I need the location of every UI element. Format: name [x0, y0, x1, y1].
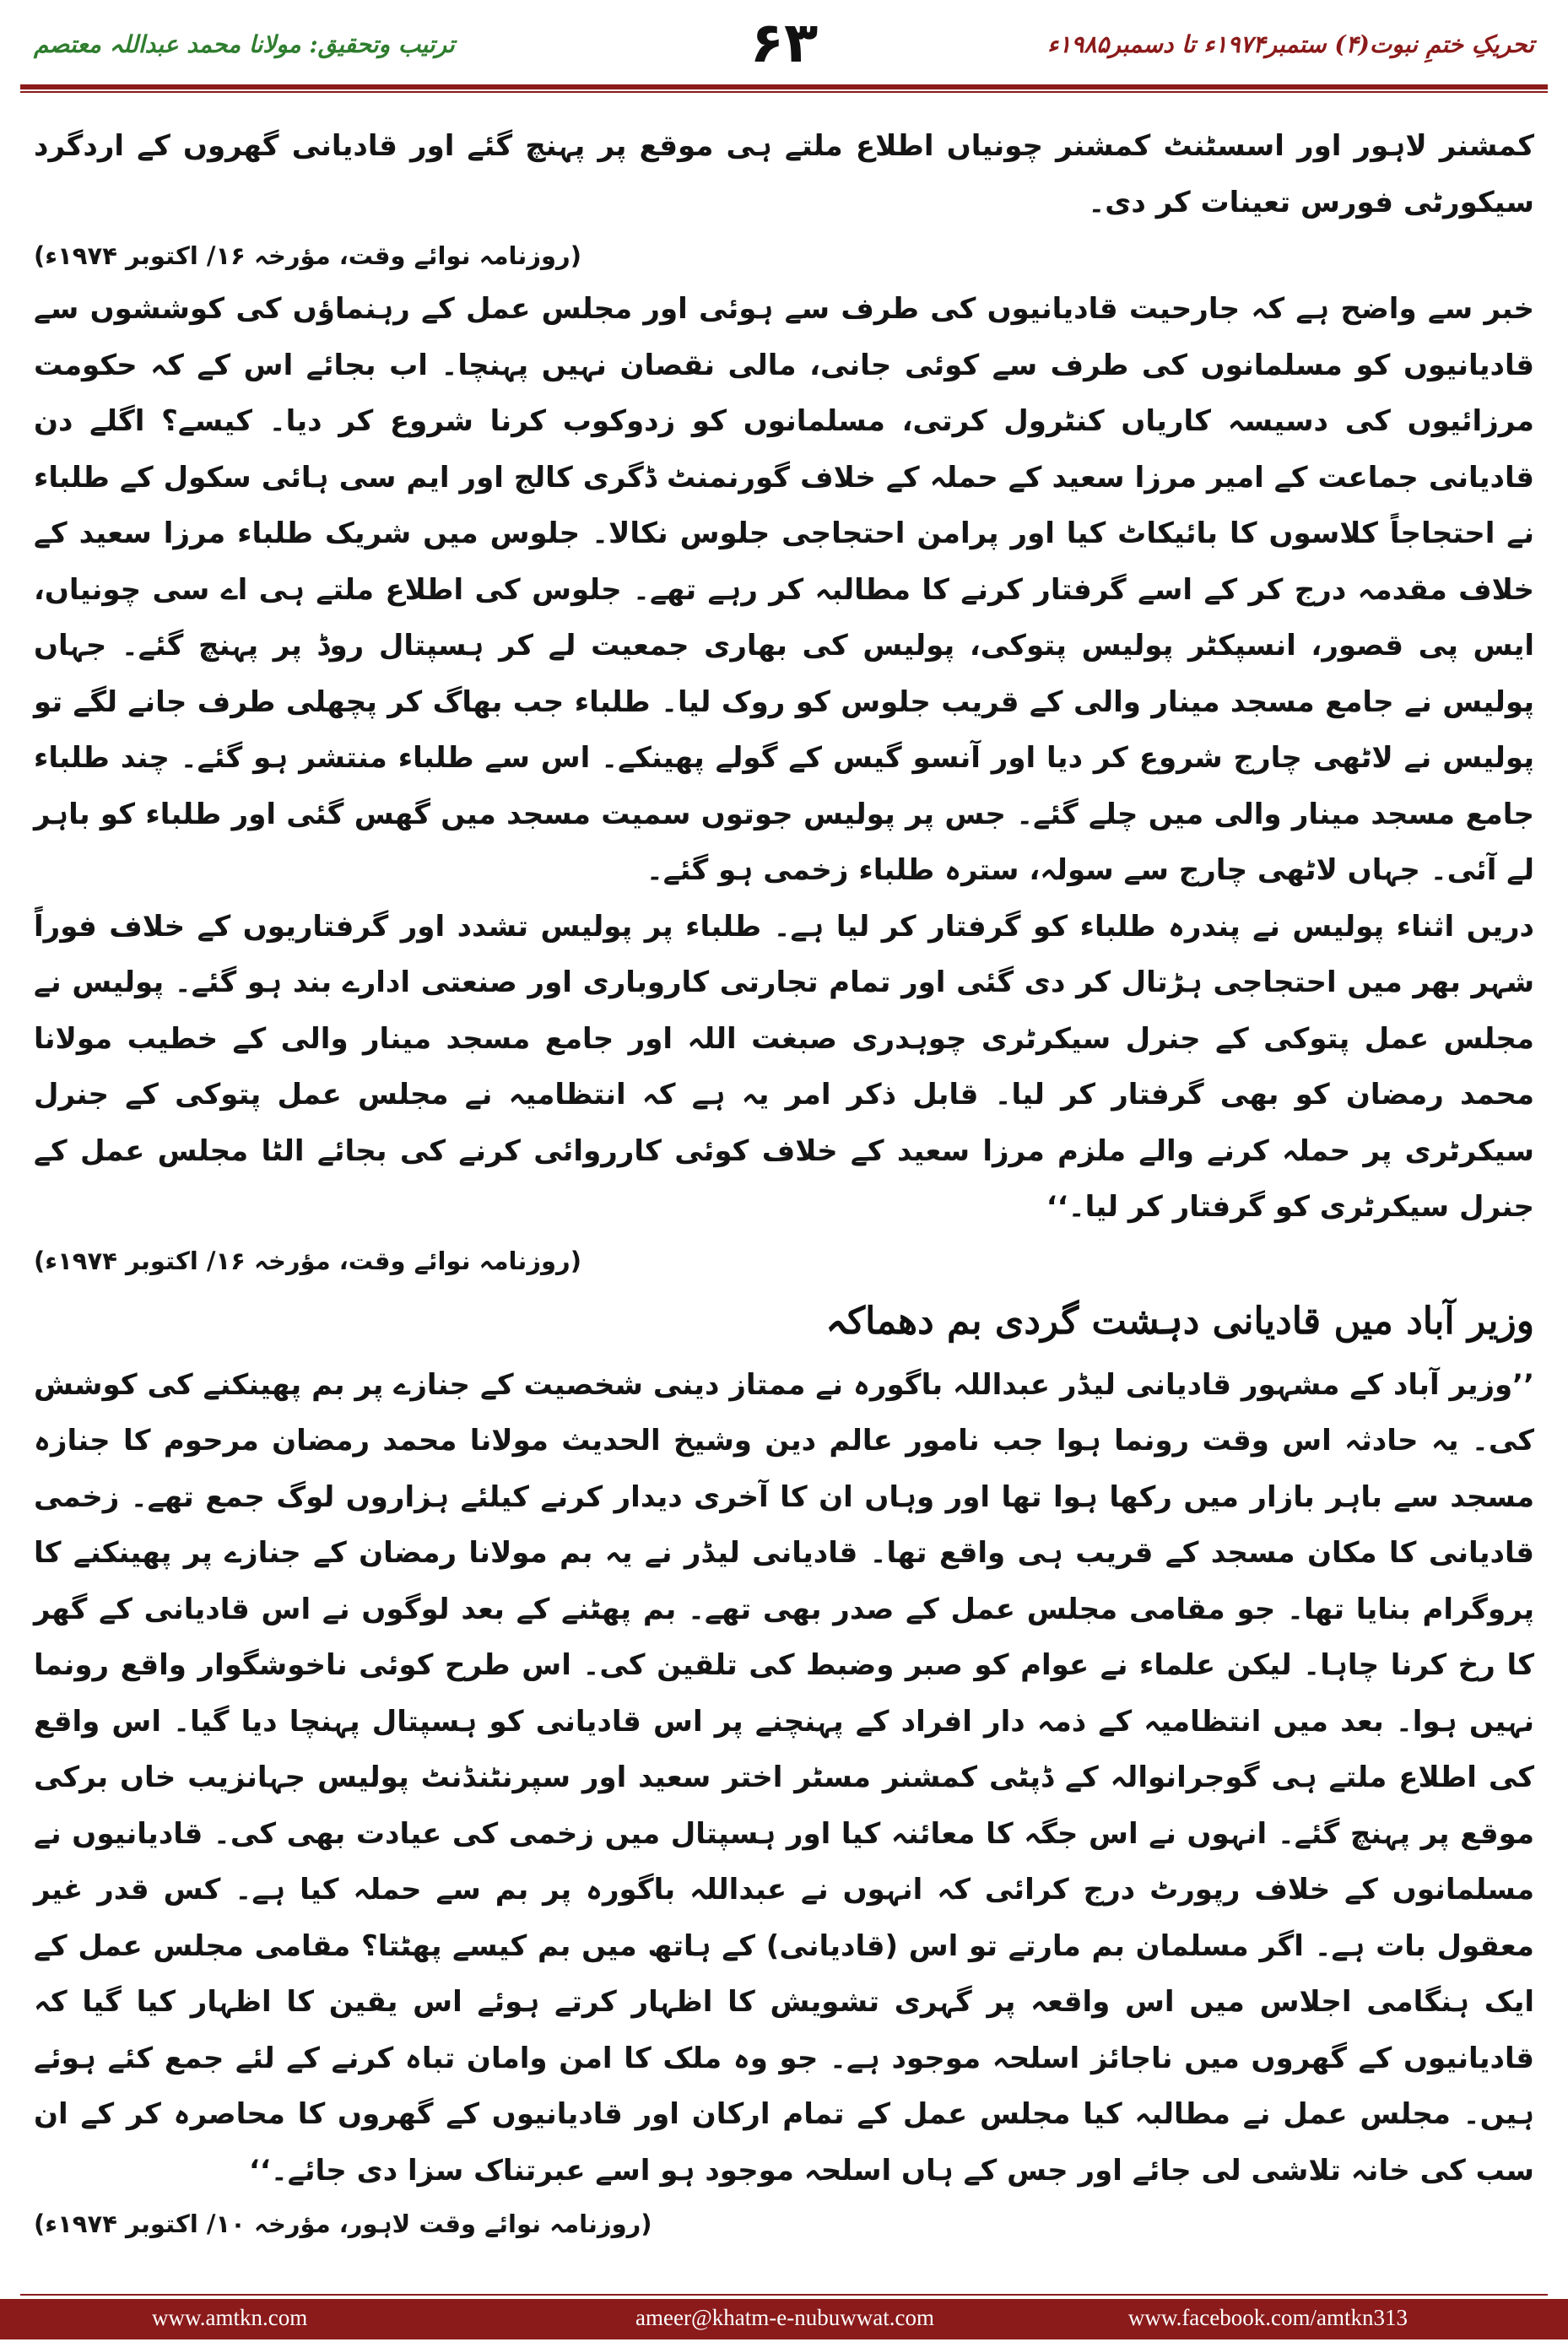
page-header: [0, 0, 1568, 93]
header-rule: [20, 84, 1548, 89]
website-link[interactable]: www.amtkn.com: [152, 2305, 308, 2330]
book-title: تحریکِ ختمِ نبوت(۴) ستمبر۱۹۷۴ء تا دسمبر۱۹۸۵ء: [1047, 30, 1534, 58]
paragraph-1: کمشنر لاہور اور اسسٹنٹ کمشنر چونیاں اطلاع ملتے ہی موقع پر پہنچ گئے اور قادیانی گھروں کے اردگرد سیکورٹی فورس تعینات کر دی۔: [34, 129, 1534, 219]
page-footer: [0, 2299, 1568, 2339]
email-link[interactable]: ameer@khatm-e-nubuwwat.com: [635, 2305, 934, 2330]
page-number: ۶۳: [749, 10, 819, 75]
facebook-link[interactable]: www.facebook.com/amtkn313: [1127, 2305, 1408, 2330]
section-heading: وزیر آباد میں قادیانی دہشت گردی بم دھماکہ: [825, 1299, 1534, 1343]
citation-2: (روزنامہ نوائے وقت، مؤرخہ ۱۶/ اکتوبر ۱۹۷۴ء): [34, 1246, 581, 1275]
paragraph-2: خبر سے واضح ہے کہ جارحیت قادیانیوں کی طرف سے ہوئی اور مجلس عمل کے رہنماؤں کی کوششوں سے قادیانیوں کو مسلمانوں کی طرف سے کوئی جانی، مالی نقصان نہیں پہنچا۔ اب بجائے اس کے کہ حکومت مرزائیوں کی دسیسہ کاریاں کنٹرول کرتی، مسلمانوں کو زدوکوب کرنا شروع کر دیا۔ کیسے؟ اگلے دن قادیانی جماعت کے امیر مرزا سعید کے حملہ کے خلاف گورنمنٹ ڈگری کالج اور ایم سی ہائی سکول کے طلباء نے احتجاجاً کلاسوں کا بائیکاٹ کیا اور پرامن احتجاجی جلوس نکالا۔ جلوس میں شریک طلباء مرزا سعید کے خلاف مقدمہ درج کر کے اسے گرفتار کرنے کا مطالبہ کر رہے تھے۔ جلوس کی اطلاع ملتے ہی اے سی چونیاں، ایس پی قصور، انسپکٹر پولیس پتوکی، پولیس کی بھاری جمعیت لے کر ہسپتال روڈ پر پہنچ گئے۔ جہاں پولیس نے جامع مسجد مینار والی کے قریب جلوس کو روک لیا۔ طلباء جب بھاگ کر پچھلی طرف جانے لگے تو پولیس نے لاٹھی چارج شروع کر دیا اور آنسو گیس کے گولے پھینکے۔ اس سے طلباء منتشر ہو گئے۔ چند طلباء جامع مسجد مینار والی میں چلے گئے۔ جس پر پولیس جوتوں سمیت مسجد میں گھس گئی اور طلباء کو باہر لے آئی۔ جہاں لاٹھی چارج سے سولہ، سترہ طلباء زخمی ہو گئے۔: [34, 292, 1534, 887]
paragraph-3: دریں اثناء پولیس نے پندرہ طلباء کو گرفتار کر لیا ہے۔ طلباء پر پولیس تشدد اور گرفتاریوں کے خلاف فوراً شہر بھر میں احتجاجی ہڑتال کر دی گئی اور تمام تجارتی کاروباری اور صنعتی ادارے بند ہو گئے۔ پولیس نے مجلس عمل پتوکی کے جنرل سیکرٹری چوہدری صبغت اللہ اور جامع مسجد مینار والی کے خطیب مولانا محمد رمضان کو بھی گرفتار کر لیا۔ قابل ذکر امر یہ ہے کہ انتظامیہ نے مجلس عمل پتوکی کے جنرل سیکرٹری پر حملہ کرنے والے ملزم مرزا سعید کے خلاف کوئی کارروائی کرنے کی بجائے الٹا مجلس عمل کے جنرل سیکرٹری کو گرفتار کر لیا۔‘‘: [34, 909, 1534, 1224]
citation-1: (روزنامہ نوائے وقت، مؤرخہ ۱۶/ اکتوبر ۱۹۷۴ء): [34, 241, 581, 270]
page-body: [34, 118, 1534, 2249]
footer-rule: [20, 2294, 1548, 2296]
header-rule-thin: [20, 91, 1548, 93]
compiler-credit: ترتیب وتحقیق: مولانا محمد عبداللہ معتصم: [34, 30, 455, 58]
paragraph-4: ’’وزیر آباد کے مشہور قادیانی لیڈر عبداللہ باگورہ نے ممتاز دینی شخصیت کے جنازے پر بم پھینکنے کی کوشش کی۔ یہ حادثہ اس وقت رونما ہوا جب نامور عالم دین وشیخ الحدیث مولانا محمد رمضان مرحوم کا جنازہ مسجد سے باہر بازار میں رکھا ہوا تھا اور وہاں ان کا آخری دیدار کرنے کیلئے ہزاروں لوگ جمع تھے۔ زخمی قادیانی کا مکان مسجد کے قریب ہی واقع تھا۔ قادیانی لیڈر نے یہ بم مولانا رمضان کے جنازے پر پھینکنے کا پروگرام بنایا تھا۔ جو مقامی مجلس عمل کے صدر بھی تھے۔ بم پھٹنے کے بعد لوگوں نے اس قادیانی کے گھر کا رخ کرنا چاہا۔ لیکن علماء نے عوام کو صبر وضبط کی تلقین کی۔ اس طرح کوئی ناخوشگوار واقع رونما نہیں ہوا۔ بعد میں انتظامیہ کے ذمہ دار افراد کے پہنچنے پر اس قادیانی کو ہسپتال پہنچا دیا گیا۔ اس واقع کی اطلاع ملتے ہی گوجرانوالہ کے ڈپٹی کمشنر مسٹر اختر سعید اور سپرنٹنڈنٹ پولیس جہانزیب خاں برکی موقع پر پہنچ گئے۔ انہوں نے اس جگہ کا معائنہ کیا اور ہسپتال میں زخمی کی عیادت بھی کی۔ قادیانیوں نے مسلمانوں کے خلاف رپورٹ درج کرائی کہ انہوں نے عبداللہ باگورہ پر بم سے حملہ کیا ہے۔ کس قدر غیر معقول بات ہے۔ اگر مسلمان بم مارتے تو اس (قادیانی) کے ہاتھ میں بم کیسے پھٹتا؟ مقامی مجلس عمل کے ایک ہنگامی اجلاس میں اس واقعہ پر گہری تشویش کا اظہار کرتے ہوئے اس یقین کا اظہار کیا گیا کہ قادیانیوں کے گھروں میں ناجائز اسلحہ موجود ہے۔ جو وہ ملک کا امن وامان تباہ کرنے کے لئے جمع کئے ہوئے ہیں۔ مجلس عمل نے مطالبہ کیا مجلس عمل کے تمام ارکان اور قادیانیوں کے گھروں کا محاصرہ کر کے ان سب کی خانہ تلاشی لی جائے اور جس کے ہاں اسلحہ موجود ہو اسے عبرتناک سزا دی جائے۔‘‘: [34, 1367, 1534, 2188]
citation-3: (روزنامہ نوائے وقت لاہور، مؤرخہ ۱۰/ اکتوبر ۱۹۷۴ء): [34, 2209, 652, 2238]
